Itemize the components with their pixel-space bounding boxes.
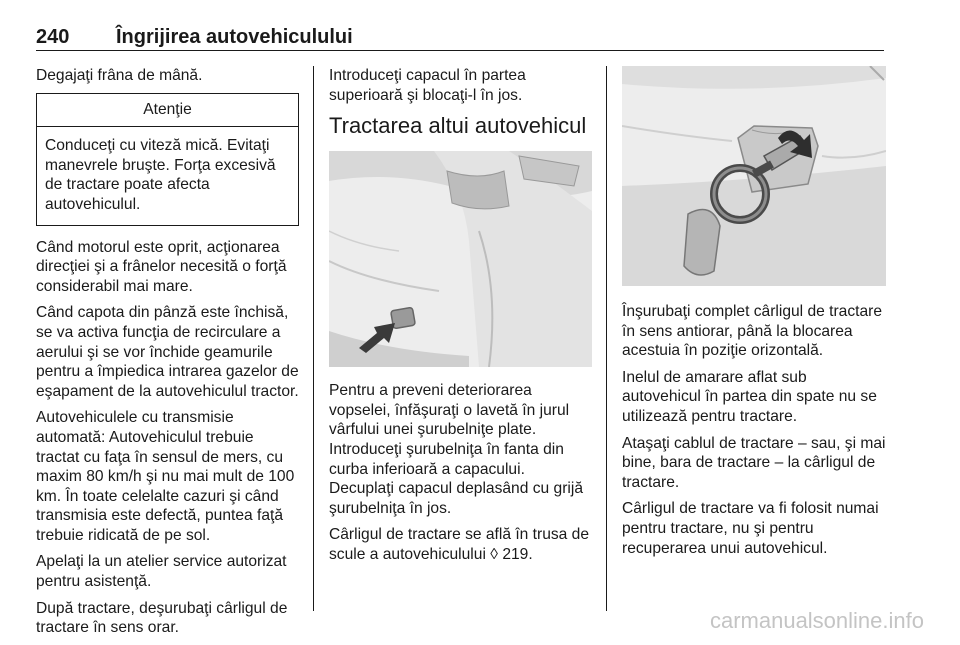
column-1 (36, 66, 299, 645)
watermark: carmanualsonline.info (709, 608, 924, 633)
warning-box (36, 93, 299, 226)
paragraph: Când capota din pânză este închisă, se va activa funcţia de recirculare a aerului şi se vor închide geamurile pentru a împiedica intrarea gazelor de eşapament de la autovehiculul tractor. (36, 304, 299, 400)
paragraph (329, 525, 592, 564)
page-reference-icon: ◊ (490, 545, 498, 563)
paragraph: Pentru a preveni deteriorarea vopselei, înfăşuraţi o lavetă în jurul vârfului unei şurubelniţe plate. Introduceţi şurubelniţa în fanta din curba inferioară a capacului. Decuplaţi capacul deplasând cu grijă şurubelniţa în jos. (329, 382, 583, 517)
column-2 (329, 66, 592, 572)
page-header (36, 26, 884, 51)
page-number: 240 (36, 26, 70, 48)
paragraph: După tractare, deşurubaţi cârligul de tractare în sens orar. (36, 599, 288, 637)
column-divider (313, 66, 314, 611)
column-divider (606, 66, 607, 611)
warning-body: Conduceţi cu viteză mică. Evitaţi manevrele bruşte. Forţa excesivă de tractare poate afecta autovehiculul. (45, 137, 276, 213)
paragraph: Inelul de amarare aflat sub autovehicul în partea din spate nu se utilizează pentru tractare. (622, 368, 877, 425)
paragraph: Când motorul este oprit, acţionarea direcţiei şi a frânelor necesită o forţă considerabil mai mare. (36, 238, 287, 295)
paragraph: Degajaţi frâna de mână. (36, 67, 203, 84)
paragraph: Autovehiculele cu transmisie automată: Autovehiculul trebuie tractat cu faţa în sensul de mers, cu maxim 80 km/h şi nu mai mult de 100 km. În toate celelalte cazuri şi când transmisia este defectă, puntea faţă trebuie ridicată de pe sol. (36, 409, 295, 544)
paragraph: Apelaţi la un atelier service autorizat pentru asistenţă. (36, 553, 287, 591)
rear-bumper-figure (329, 151, 592, 367)
tow-hook-illustration (622, 66, 886, 286)
section-title: Tractarea altui autovehicul (329, 113, 587, 139)
chapter-title: Îngrijirea autovehiculului (116, 26, 353, 48)
rear-bumper-illustration (329, 151, 592, 367)
paragraph: Cârligul de tractare va fi folosit numai pentru tractare, nu şi pentru recuperarea unui autovehicul. (622, 500, 879, 557)
paragraph: Introduceţi capacul în partea superioară şi blocaţi-l în jos. (329, 67, 526, 104)
warning-title: Atenţie (37, 94, 298, 128)
paragraph: Ataşaţi cablul de tractare – sau, şi mai bine, bara de tractare – la cârligul de tractare. (622, 434, 886, 491)
column-3 (622, 66, 886, 565)
tow-hook-figure (622, 66, 886, 286)
paragraph-text: Cârligul de tractare se află în trusa de scule a autovehiculului (329, 526, 590, 563)
page-reference[interactable]: 219. (502, 545, 533, 563)
paragraph: Înşurubaţi complet cârligul de tractare în sens antiorar, până la blocarea acestuia în poziţie orizontală. (622, 303, 883, 360)
